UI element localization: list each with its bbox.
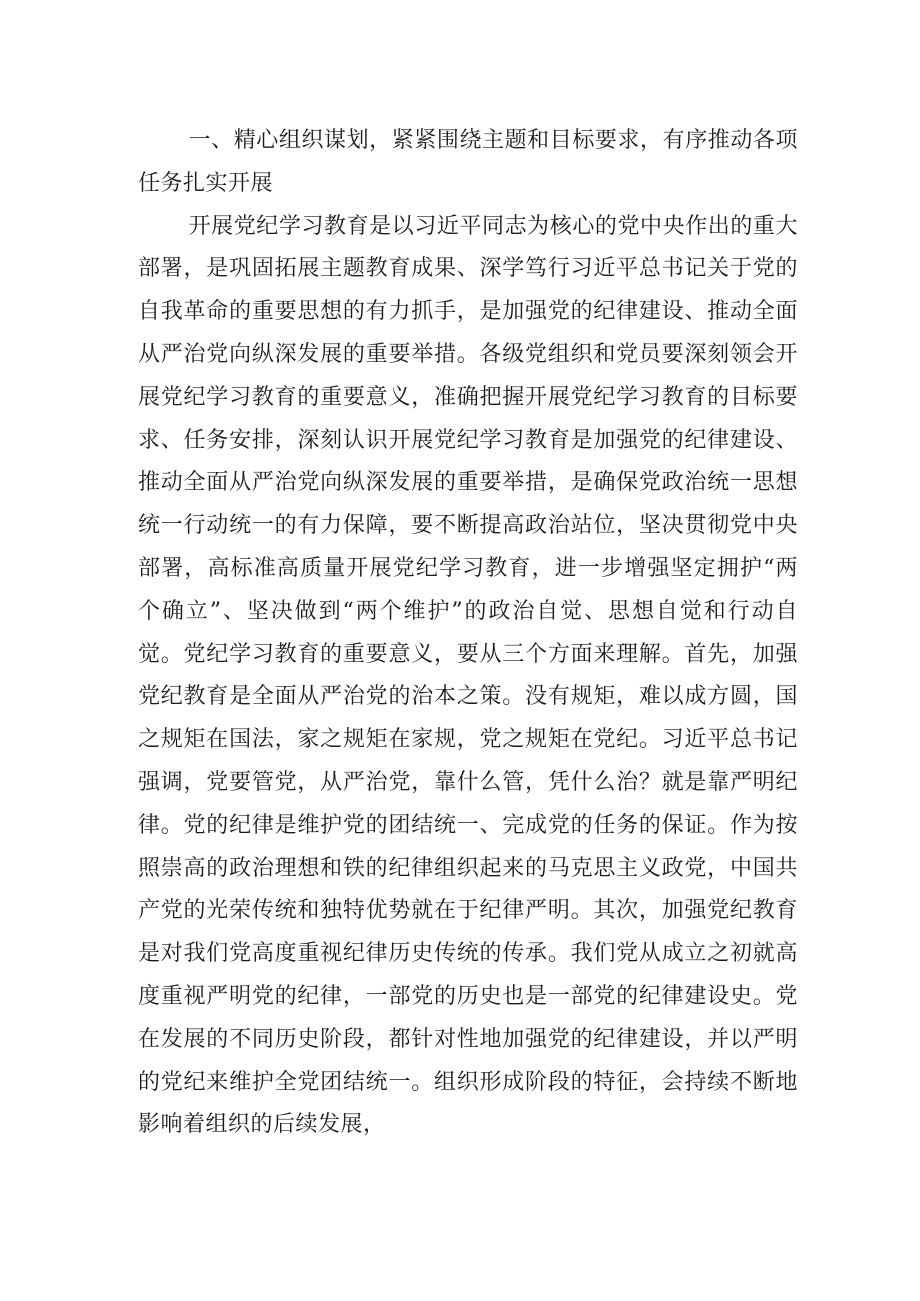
body-paragraph: 开展党纪学习教育是以习近平同志为核心的党中央作出的重大部署，是巩固拓展主题教育成果、深学笃行习近平总书记关于党的自我革命的重要思想的有力抓手，是加强党的纪律建设、推动全面从严治党向纵深发展的重要举措。各级党组织和党员要深刻领会开展党纪学习教育的重要意义，准确把握开展党纪学习教育的目标要求、任务安排，深刻认识开展党纪学习教育是加强党的纪律建设、推动全面从严治党向纵深发展的重要举措，是确保党政治统一思想统一行动统一的有力保障，要不断提高政治站位，坚决贯彻党中央部署，高标准高质量开展党纪学习教育，进一步增强坚定拥护“两个确立”、坚决做到“两个维护”的政治自觉、思想自觉和行动自觉。党纪学习教育的重要意义，要从三个方面来理解。首先，加强党纪教育是全面从严治党的治本之策。没有规矩，难以成方圆，国之规矩在国法，家之规矩在家规，党之规矩在党纪。习近平总书记强调，党要管党，从严治党，靠什么管，凭什么治？就是靠严明纪律。党的纪律是维护党的团结统一、完成党的任务的保证。作为按照崇高的政治理想和铁的纪律组织起来的马克思主义政党，中国共产党的光荣传统和独特优势就在于纪律严明。其次，加强党纪教育是对我们党高度重视纪律历史传统的传承。我们党从成立之初就高度重视严明党的纪律，一部党的历史也是一部党的纪律建设史。党在发展的不同历史阶段，都针对性地加强党的纪律建设，并以严明的党纪来维护全党团结统一。组织形成阶段的特征，会持续不断地影响着组织的后续发展，	[138, 213, 798, 1138]
section-heading: 一、精心组织谋划，紧紧围绕主题和目标要求，有序推动各项任务扎实开展	[138, 128, 798, 196]
document-body	[138, 120, 798, 1147]
